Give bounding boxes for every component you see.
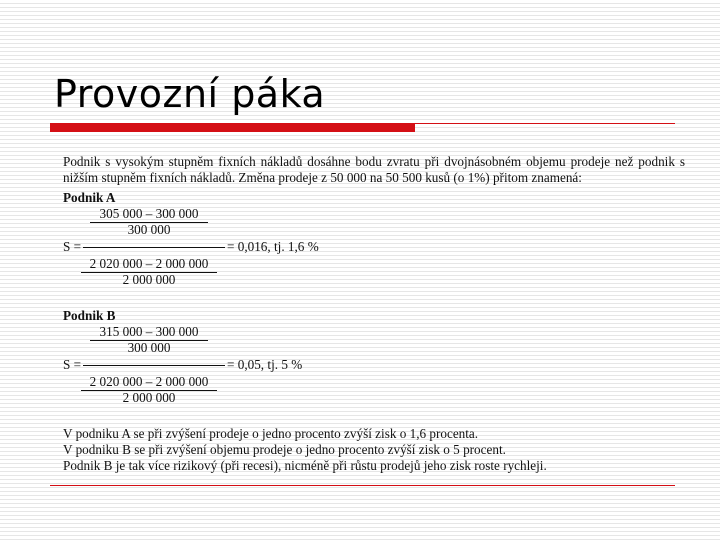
podnik-a-main-fraction-line [83, 247, 225, 248]
podnik-a-heading: Podnik A [63, 190, 116, 205]
podnik-b-heading: Podnik B [63, 308, 116, 323]
podnik-b-main-fraction-line [83, 365, 225, 366]
podnik-b-formula [63, 324, 685, 418]
podnik-a-numerator-bottom: 300 000 [127, 222, 171, 237]
podnik-b-s-label: S = [63, 357, 82, 372]
slide-content [63, 154, 685, 474]
bottom-rule [50, 485, 675, 486]
podnik-b-numerator-bottom: 300 000 [127, 340, 171, 355]
podnik-b-numerator-top: 315 000 – 300 000 [99, 324, 199, 339]
podnik-a-result: = 0,016, tj. 1,6 % [227, 239, 319, 254]
conclusion-line: V podniku B se při zvýšení objemu prodeje o jedno procento zvýší zisk o 5 procent. [63, 442, 506, 457]
title-accent-bar [50, 123, 415, 132]
podnik-b-result: = 0,05, tj. 5 % [227, 357, 303, 372]
intro-paragraph: Podnik s vysokým stupněm fixních nákladů dosáhne bodu zvratu při dvojnásobném objemu prodeje než podnik s nižším stupněm fixních nákladů. Změna prodeje z 50 000 na 50 500 kusů (o 1%) přitom znamená: [63, 154, 685, 185]
podnik-a-formula [63, 206, 685, 300]
podnik-b-denominator-top: 2 020 000 – 2 000 000 [89, 374, 209, 389]
slide-title: Provozní páka [54, 72, 326, 116]
conclusions [63, 426, 685, 474]
podnik-a-numerator-top: 305 000 – 300 000 [99, 206, 199, 221]
podnik-a-denominator-top: 2 020 000 – 2 000 000 [89, 256, 209, 271]
podnik-b-denominator-bottom: 2 000 000 [122, 390, 176, 405]
podnik-a-denominator-bottom: 2 000 000 [122, 272, 176, 287]
title-underline [415, 123, 675, 124]
conclusion-line: V podniku A se při zvýšení prodeje o jedno procento zvýší zisk o 1,6 procenta. [63, 426, 479, 441]
podnik-a-s-label: S = [63, 239, 82, 254]
conclusion-line: Podnik B je tak více rizikový (při recesi), nicméně při růstu prodejů jeho zisk roste rychleji. [63, 458, 547, 473]
